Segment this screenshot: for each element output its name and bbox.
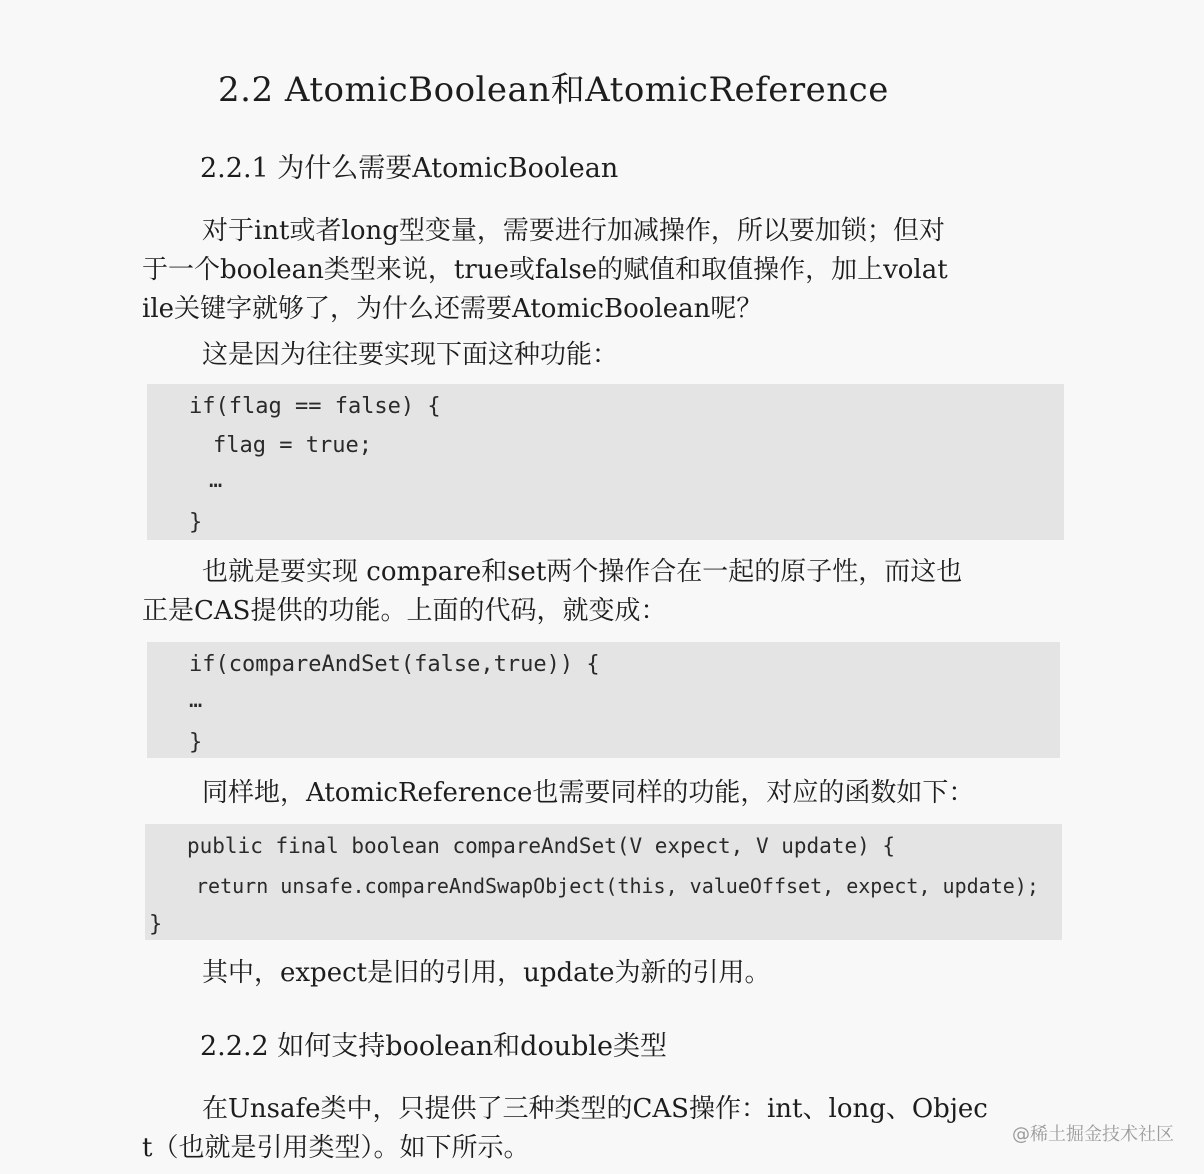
paragraph-line: 在Unsafe类中，只提供了三种类型的CAS操作：int、long、Objec: [202, 1094, 988, 1124]
code-block-compare-and-set: [147, 642, 1060, 758]
paragraph-line: 这是因为往往要实现下面这种功能：: [202, 340, 619, 370]
paragraph-cas-explanation: [142, 553, 1058, 631]
paragraph-expect-update: [142, 954, 1058, 993]
code-line: flag = true;: [213, 433, 372, 458]
subsection-title-why-atomicboolean: 2.2.1 为什么需要AtomicBoolean: [200, 153, 619, 184]
paragraph-line: 于一个boolean类型来说，true或false的赋值和取值操作，加上volat: [142, 255, 948, 285]
code-line: }: [189, 510, 203, 535]
subsection-title-boolean-double: 2.2.2 如何支持boolean和double类型: [200, 1031, 668, 1062]
watermark: @稀土掘金技术社区: [1012, 1124, 1174, 1145]
paragraph-unsafe-cas: [142, 1090, 1058, 1168]
code-line: return unsafe.compareAndSwapObject(this, valueOffset, expect, update);: [196, 874, 1039, 898]
paragraph-line: 对于int或者long型变量，需要进行加减操作，所以要加锁；但对: [202, 216, 945, 246]
code-block-flag-check: [147, 384, 1064, 540]
paragraph-line: 正是CAS提供的功能。上面的代码，就变成：: [142, 596, 667, 626]
code-line: public final boolean compareAndSet(V expect, V update) {: [187, 834, 896, 858]
paragraph-function-intro: [142, 336, 1058, 375]
code-line: …: [189, 688, 203, 713]
code-line: …: [209, 468, 223, 493]
paragraph-line: ile关键字就够了，为什么还需要AtomicBoolean呢？: [142, 294, 763, 324]
paragraph-line: 其中，expect是旧的引用，update为新的引用。: [202, 958, 771, 988]
code-line: if(flag == false) {: [189, 394, 441, 419]
code-line: if(compareAndSet(false,true)) {: [189, 652, 600, 677]
code-block-atomicreference: [145, 824, 1062, 940]
paragraph-line: t（也就是引用类型）。如下所示。: [142, 1133, 530, 1163]
paragraph-line: 同样地，AtomicReference也需要同样的功能，对应的函数如下：: [202, 778, 975, 808]
paragraph-atomicreference: [142, 774, 1058, 813]
section-title: 2.2 AtomicBoolean和AtomicReference: [218, 70, 889, 110]
paragraph-intro: [142, 212, 1058, 329]
code-line: }: [189, 730, 203, 755]
code-line: }: [149, 912, 163, 937]
paragraph-line: 也就是要实现 compare和set两个操作合在一起的原子性，而这也: [202, 557, 963, 587]
